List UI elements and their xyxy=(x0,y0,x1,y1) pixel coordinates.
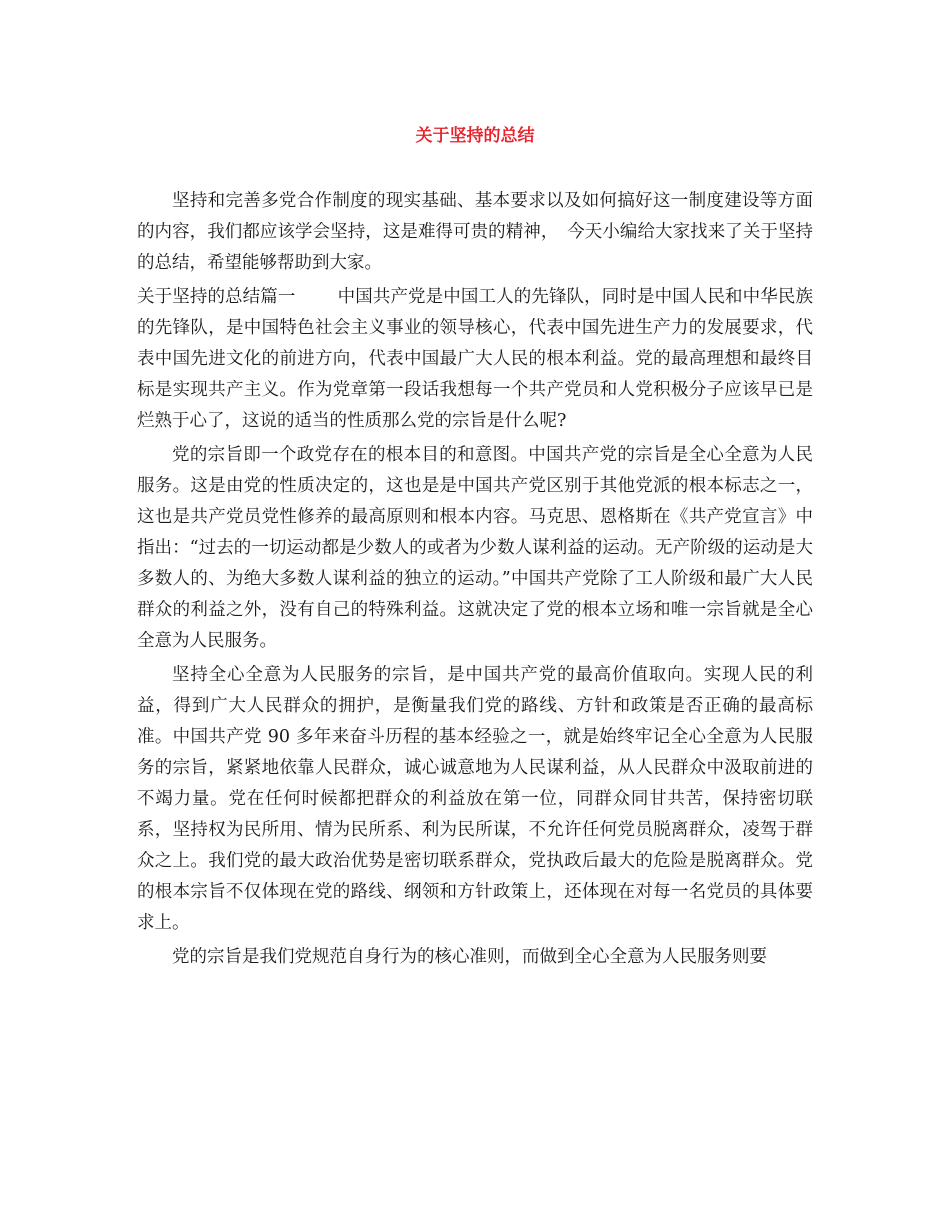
section-1-paragraph xyxy=(137,282,813,437)
section-1-text: 中国共产党是中国工人的先锋队，同时是中国人民和中华民族的先锋队，是中国特色社会主义事业的领导核心，代表中国先进生产力的发展要求，代表中国先进文化的前进方向，代表中国最广大人民的根本利益。党的最高理想和最终目标是实现共产主义。作为党章第一段话我想每一个共产党员和人党积极分子应该早已是烂熟于心了，这说的适当的性质那么党的宗旨是什么呢? xyxy=(137,287,813,431)
body-paragraph: 党的宗旨是我们党规范自身行为的核心准则，而做到全心全意为人民服务则要 xyxy=(172,947,767,967)
section-1-heading: 关于坚持的总结篇一 xyxy=(137,287,296,307)
document-body xyxy=(137,186,813,976)
body-paragraph: 党的宗旨即一个政党存在的根本目的和意图。中国共产党的宗旨是全心全意为人民服务。这是由党的性质决定的，这也是是中国共产党区别于其他党派的根本标志之一，这也是共产党员党性修养的最高原则和根本内容。马克思、恩格斯在《共产党宣言》中指出：“过去的一切运动都是少数人的或者为少数人谋利益的运动。无产阶级的运动是大多数人的、为绝大多数人谋利益的独立的运动。”中国共产党除了工人阶级和最广大人民群众的利益之外，没有自己的特殊利益。这就决定了党的根本立场和唯一宗旨就是全心全意为人民服务。 xyxy=(137,445,813,651)
page-title: 关于坚持的总结 xyxy=(415,126,535,146)
intro-paragraph: 坚持和完善多党合作制度的现实基础、基本要求以及如何搞好这一制度建设等方面的内容，我们都应该学会坚持，这是难得可贵的精神， 今天小编给大家找来了关于坚持的总结，希望能够帮助到大家。 xyxy=(137,191,813,273)
body-paragraph: 坚持全心全意为人民服务的宗旨，是中国共产党的最高价值取向。实现人民的利益，得到广大人民群众的拥护，是衡量我们党的路线、方针和政策是否正确的最高标准。中国共产党 90 多年来奋斗历程的基本经验之一，就是始终牢记全心全意为人民服务的宗旨，紧紧地依靠人民群众，诚心诚意地为人民谋利益，从人民群众中汲取前进的不竭力量。党在任何时候都把群众的利益放在第一位，同群众同甘共苦，保持密切联系，坚持权为民所用、情为民所系、利为民所谋，不允许任何党员脱离群众，凌驾于群众之上。我们党的最大政治优势是密切联系群众，党执政后最大的危险是脱离群众。党的根本宗旨不仅体现在党的路线、纲领和方针政策上，还体现在对每一名党员的具体要求上。 xyxy=(137,665,813,933)
